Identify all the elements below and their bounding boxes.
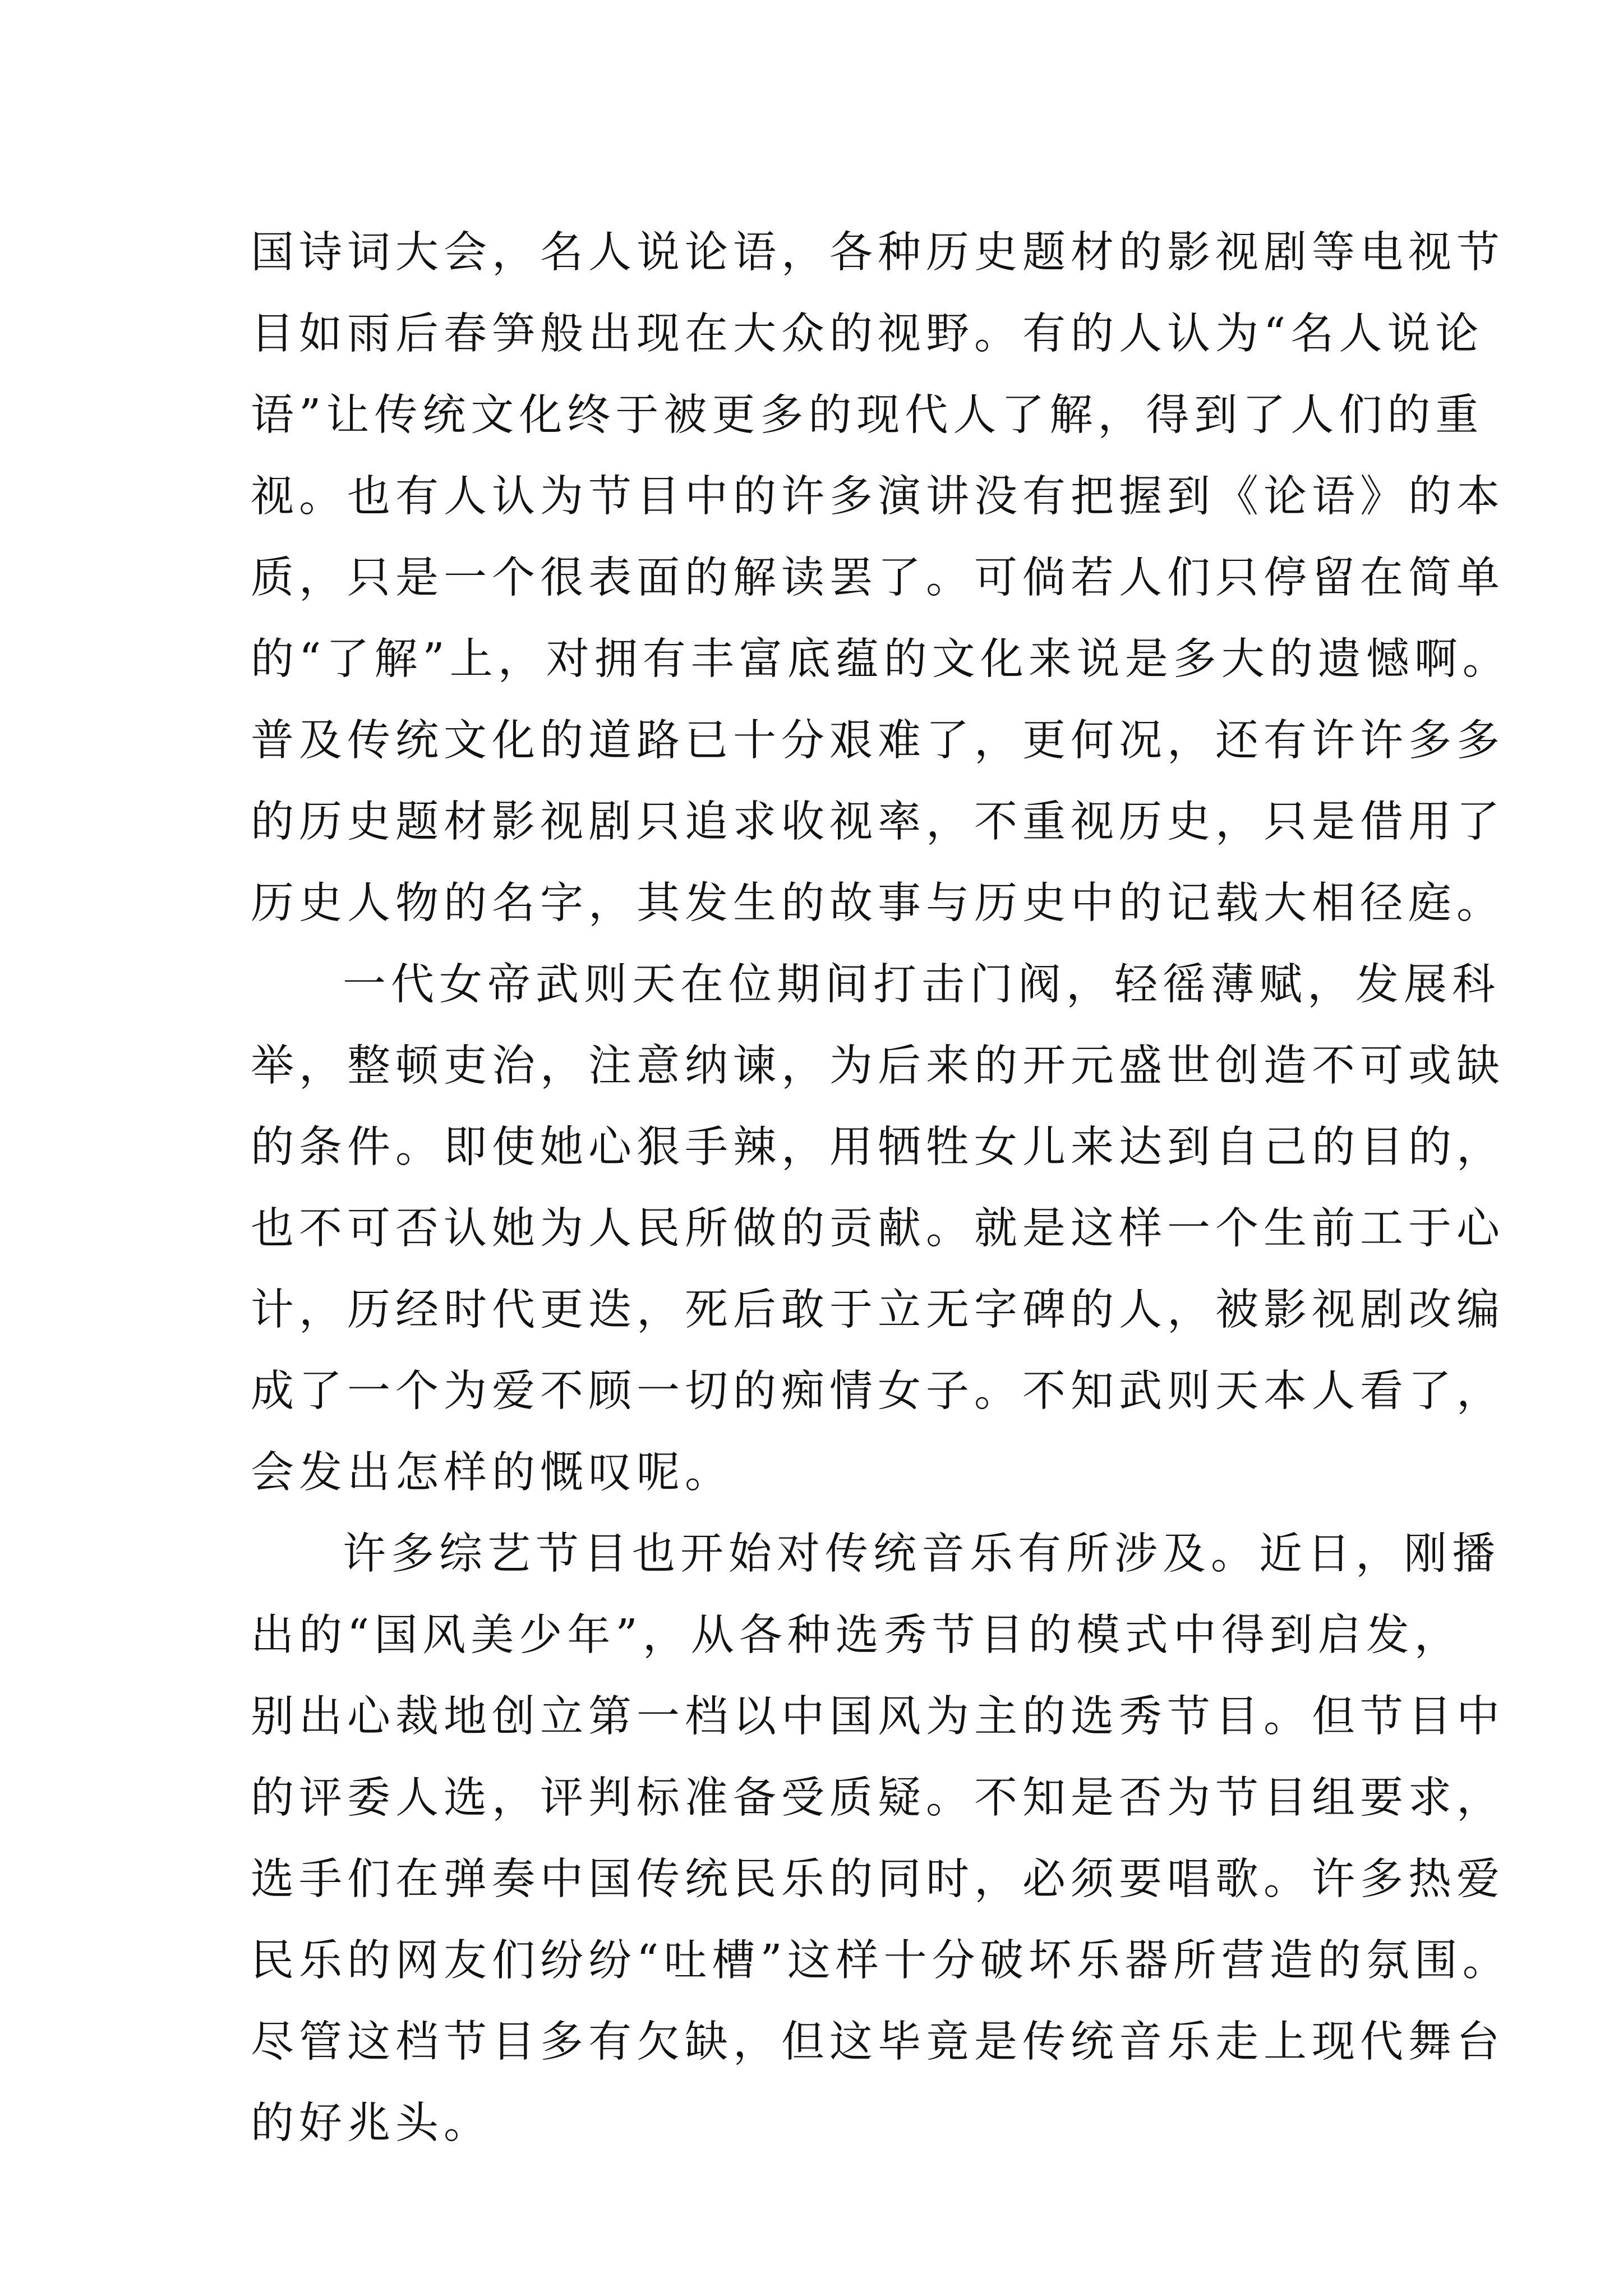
text-line: 的“了解”上，对拥有丰富底蕴的文化来说是多大的遗憾啊。 <box>251 634 1511 684</box>
text-line: 别出心裁地创立第一档以中国风为主的选秀节目。但节目中 <box>251 1692 1505 1742</box>
text-line: 历史人物的名字，其发生的故事与历史中的记载大相径庭。 <box>251 878 1505 928</box>
text-line: 国诗词大会，名人说论语，各种历史题材的影视剧等电视节 <box>251 228 1505 278</box>
text-line: 民乐的网友们纷纷“吐槽”这样十分破坏乐器所营造的氛围。 <box>251 1936 1511 1986</box>
text-line: 普及传统文化的道路已十分艰难了，更何况，还有许许多多 <box>251 716 1505 766</box>
paragraph-first-line: 许多综艺节目也开始对传统音乐有所涉及。近日，刚播 <box>343 1529 1500 1579</box>
text-line: 会发出怎样的慨叹呢。 <box>251 1448 733 1498</box>
text-line: 的条件。即使她心狠手辣，用牺牲女儿来达到自己的目的， <box>251 1122 1505 1172</box>
text-line: 的历史题材影视剧只追求收视率，不重视历史，只是借用了 <box>251 797 1505 847</box>
body-text <box>251 212 1511 2164</box>
text-line: 语”让传统文化终于被更多的现代人了解，得到了人们的重 <box>251 390 1484 440</box>
text-line: 成了一个为爱不顾一切的痴情女子。不知武则天本人看了， <box>251 1366 1505 1416</box>
text-line: 举，整顿吏治，注意纳谏，为后来的开元盛世创造不可或缺 <box>251 1041 1505 1091</box>
text-line: 视。也有人认为节目中的许多演讲没有把握到《论语》的本 <box>251 472 1505 522</box>
text-line: 目如雨后春笋般出现在大众的视野。有的人认为“名人说论 <box>251 309 1484 359</box>
text-line: 计，历经时代更迭，死后敢于立无字碑的人，被影视剧改编 <box>251 1285 1505 1335</box>
text-line: 的好兆头。 <box>251 2099 492 2148</box>
text-line: 的评委人选，评判标准备受质疑。不知是否为节目组要求， <box>251 1773 1505 1823</box>
text-line: 选手们在弹奏中国传统民乐的同时，必须要唱歌。许多热爱 <box>251 1855 1505 1904</box>
text-line: 尽管这档节目多有欠缺，但这毕竟是传统音乐走上现代舞台 <box>251 2017 1505 2067</box>
text-line: 出的“国风美少年”，从各种选秀节目的模式中得到启发， <box>251 1611 1463 1660</box>
text-line: 质，只是一个很表面的解读罢了。可倘若人们只停留在简单 <box>251 553 1505 603</box>
text-line: 也不可否认她为人民所做的贡献。就是这样一个生前工于心 <box>251 1204 1505 1254</box>
paragraph-first-line: 一代女帝武则天在位期间打击门阀，轻徭薄赋，发展科 <box>343 960 1500 1010</box>
